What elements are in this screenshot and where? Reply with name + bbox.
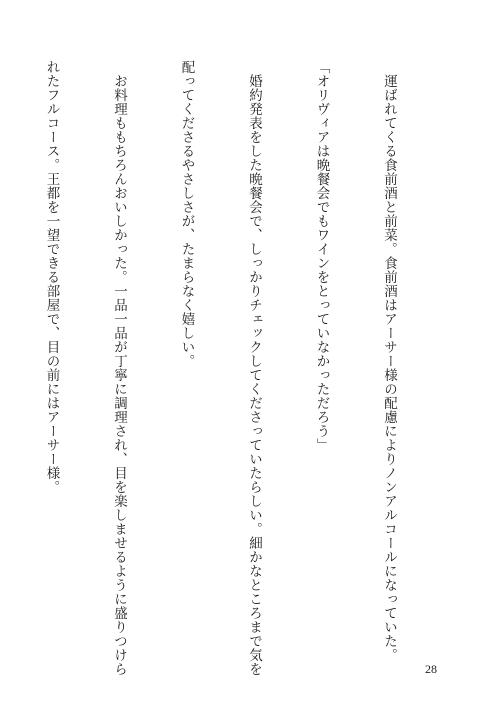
text-line: お料理ももちろんおいしかった。一品一品が丁寧に調理され、目を楽しませるように盛りつけら xyxy=(111,60,127,676)
text-line: 「オリヴィアは晩餐会でもワインをとっていなかっただろう」 xyxy=(313,60,330,452)
text-line: 配ってくださるやさしさが、たまらなく嬉しい。 xyxy=(178,60,195,368)
text-line: 婚約発表をした晩餐会で、しっかりチェックしてくださっていたらしい。細かなところまで気を xyxy=(246,60,262,676)
page-number: 28 xyxy=(425,662,437,676)
text-line: 運ばれてくる食前酒と前菜。食前酒はアーサー様の配慮によりノンアルコールになっていた。 xyxy=(381,60,397,662)
text-line: れたフルコース。王都を一望できる部屋で、目の前にはアーサー様。 xyxy=(43,60,60,494)
